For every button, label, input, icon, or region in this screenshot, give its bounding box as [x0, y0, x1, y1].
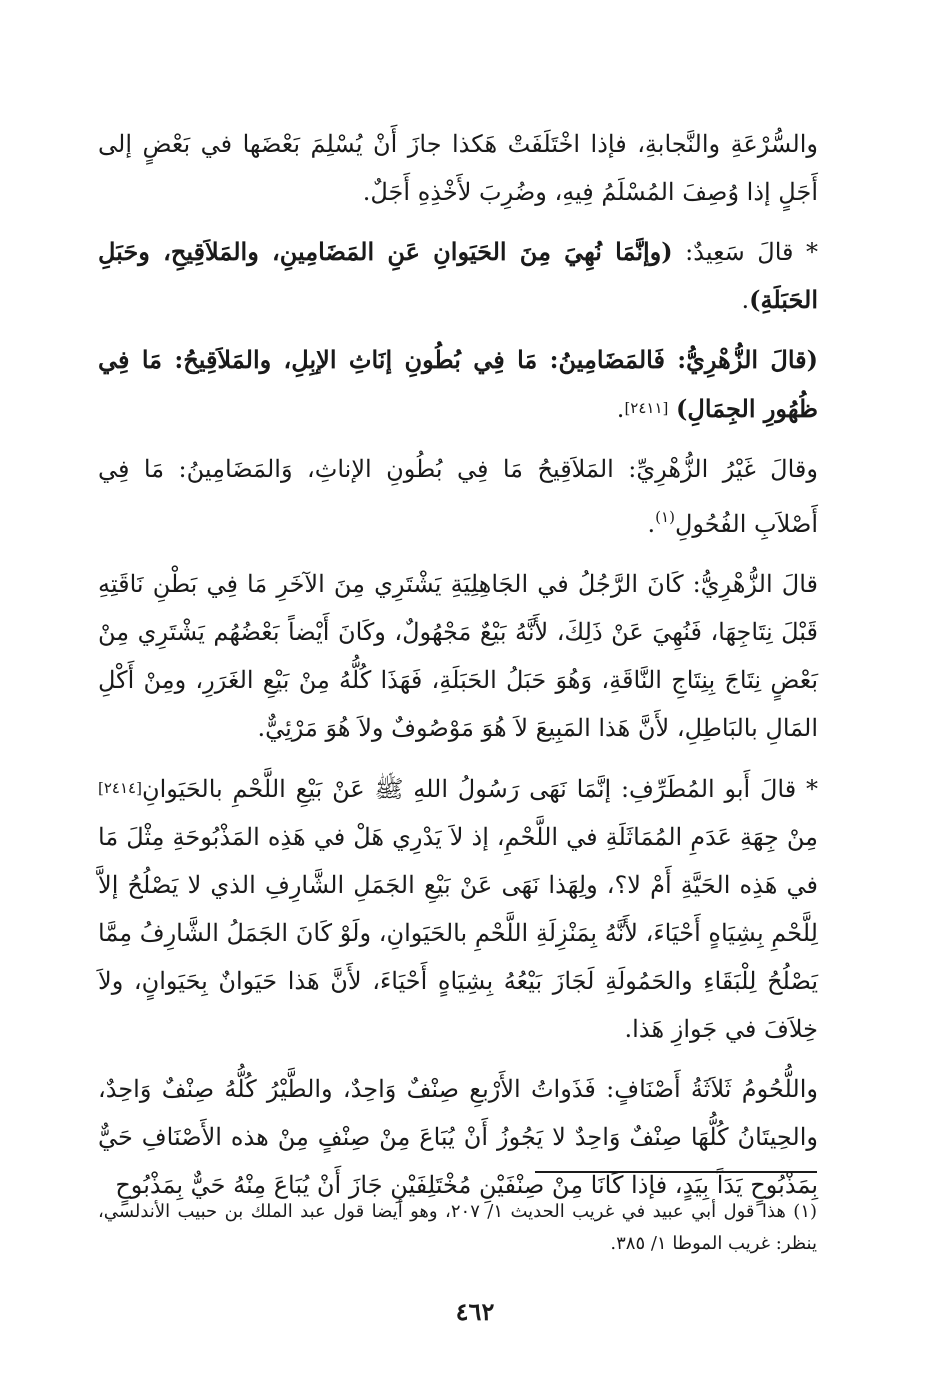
page-number: ٤٦٢	[455, 1297, 495, 1326]
main-text	[98, 120, 818, 1209]
paragraph-6	[98, 764, 818, 1053]
paragraph-5	[98, 560, 818, 752]
hadith-reference: [٢٤١٤]	[98, 779, 142, 797]
footnote: (١) هذا قول أبي عبيد في غريب الحديث ١/ ٢٠٧، وهو أيضا قول عبد الملك بن حبيب الأندلسي، ينظر: غريب الموطا ١/ ٣٨٥.	[98, 1201, 818, 1254]
paragraph-5-text: قالَ الزُّهْرِيُّ: كَانَ الرَّجُلُ في الجَاهِلِيَةِ يَشْتَرِي مِنَ الآخَرِ مَا فِي بَطْنِ نَاقَتِهِ قَبْلَ نِتَاجِهَا، فَنُهِيَ عَنْ ذَلِكَ، لأَنَّهُ بَيْعٌ مَجْهُولٌ، وكَانَ أَيْضاً بَعْضُهُم يَشْتَرِي مِنْ بَعْضٍ نِتَاجَ بِنِتَاجِ النَّاقَةِ، وَهُوَ حَبَلُ الحَبَلَةِ، فَهَذَا كُلُّهُ مِنْ بَيْعِ الغَرَرِ، ومِنْ أَكْلِ المَالِ بالبَاطِلِ، لأَنَّ هَذا المَبِيعَ لاَ هُوَ مَوْصُوفٌ ولاَ هُوَ مَرْئِيٌّ.	[98, 570, 818, 742]
paragraph-1	[98, 120, 818, 216]
paragraph-6-tail: مِنْ جِهَةِ عَدَمِ المُمَاثَلَةِ في اللَّحْمِ، إذ لاَ يَدْرِي هَلْ في هَذِه المَذْبُوحَةِ مِثْلَ مَا في هَذِه الحَيَّةِ أَمْ لا؟، ولِهَذا نَهَى عَنْ بَيْعِ الجَمَلِ الشَّارِفِ الذي لا يَصْلُحُ إلاَّ لِلَّحْمِ بِشِيَاهٍ أَحْيَاءَ، لأَنَّهُ بِمَنْزِلَةِ اللَّحْمِ بالحَيَوانِ، ولَوْ كَانَ الجَمَلُ الشَّارِفُ مِمَّا يَصْلُحُ لِلْبَقَاءِ والحَمُولَةِ لَجَازَ بَيْعُهُ بِشِيَاهٍ أَحْيَاءَ، لأَنَّ هَذا حَيَوانٌ بِحَيَوانٍ، ولاَ خِلاَفَ في جَوازِ هَذا.	[98, 823, 818, 1043]
paragraph-2	[98, 228, 818, 324]
paragraph-4-text: وقالَ غَيْرُ الزُّهْرِيِّ: المَلاَقِيحُ مَا فِي بُطُونِ الإناثِ، وَالمَضَامِينُ: مَا فِي أَصْلاَبِ الفُحُولِ	[98, 455, 818, 538]
paragraph-2-tail: .	[741, 286, 750, 314]
footnote-marker: (١)	[655, 508, 675, 526]
hadith-reference: [٢٤١١]	[624, 399, 669, 417]
paragraph-1-text: والسُّرْعَةِ والنَّجابةِ، فإذا اخْتَلَفَتْ هَكذا جازَ أَنْ يُسْلِمَ بَعْضَها في بَعْضٍ إلى أَجَلٍ إذا وُصِفَ المُسْلَمُ فِيهِ، وضُرِبَ لأَخْذِهِ أَجَلٌ.	[98, 130, 818, 206]
paragraph-4	[98, 445, 818, 548]
paragraph-3-quote: (قالَ الزُّهْرِيُّ: فَالمَضَامِينُ: مَا فِي بُطُونِ إنَاثِ الإبِلِ، والمَلاَقِيحُ: مَا فِي ظُهُورِ الجِمَالِ)	[98, 345, 818, 423]
footnote-divider	[535, 1171, 817, 1173]
paragraph-3	[98, 336, 818, 433]
paragraph-2-quote: (وإنَّمَا نُهِيَ مِنَ الحَيَوانِ عَنِ المَضَامِينِ، والمَلاَقِيحِ، وحَبَلِ الحَبَلَةِ)	[98, 237, 818, 314]
paragraph-6-text: * قالَ أَبو المُطَرِّفِ: إنَّمَا نَهَى رَسُولُ اللهِ ﷺ عَنْ بَيْعِ اللَّحْمِ بالحَيَوانِ	[141, 775, 818, 803]
paragraph-4-tail: .	[647, 510, 656, 538]
paragraph-7-text: واللُّحُومُ ثَلاَثَةُ أَصْنَافٍ: فَذَواتُ الأَرْبعِ صِنْفٌ وَاحِدٌ، والطَّيْرُ كُلُّهُ صِنْفٌ وَاحِدٌ، والحِيتَانُ كُلُّهَا صِنْفٌ وَاحِدٌ لا يَجُوزُ أَنْ يُبَاعَ مِنْ صِنْفٍ مِنْ هذه الأَصْنَافِ حَيٌّ بِمَذْبُوحٍ يَدَاً بِيَدٍ، فإذا كَانَا مِنْ صِنْفَيْنِ مُخْتَلِفَيْنِ جَازَ أَنْ يُبَاعَ مِنْهُ حَيٌّ بِمَذْبُوحٍ	[98, 1075, 818, 1199]
paragraph-3-tail: .	[616, 395, 625, 423]
paragraph-7	[98, 1065, 818, 1209]
paragraph-2-lead: * قالَ سَعِيدٌ:	[672, 238, 818, 266]
